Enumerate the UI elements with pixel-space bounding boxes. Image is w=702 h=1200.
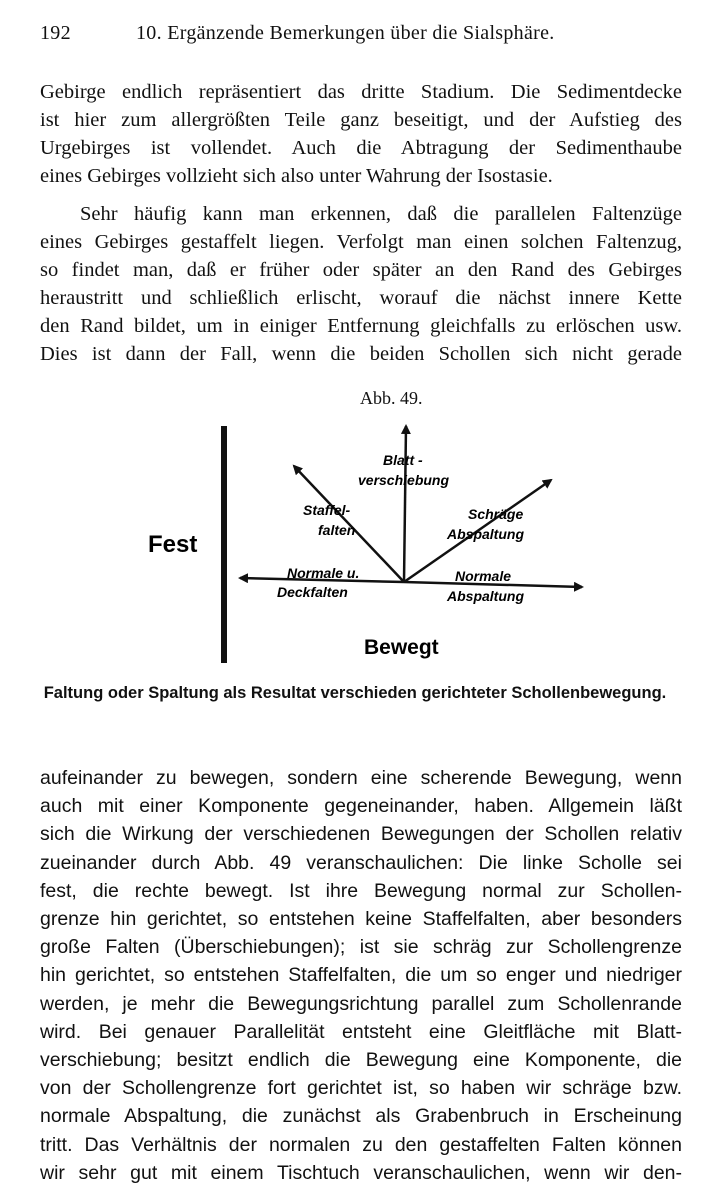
text-line: wird. Bei genauer Parallelität entsteht eine Gleitfläche mit Blatt- — [40, 1020, 682, 1043]
text-line: auch mit einer Komponente gegeneinander, haben. Allgemein läßt — [40, 795, 682, 818]
label-schraege-1: Schräge — [468, 506, 524, 522]
text-line: eines Gebirges vollzieht sich also unter Wahrung der Isostasie. — [40, 165, 553, 187]
text-line: zueinander durch Abb. 49 veranschaulichen: Die linke Scholle sei — [40, 851, 682, 874]
text-line: Gebirge endlich repräsentiert das dritte Stadium. Die Sedimentdecke — [40, 81, 682, 103]
label-schraege-2: Abspaltung — [447, 526, 524, 542]
text-line: große Falten (Überschiebungen); ist sie schräg zur Schollengrenze — [40, 936, 682, 959]
text-line: Sehr häufig kann man erkennen, daß die parallelen Faltenzüge — [80, 203, 682, 225]
text-line: so findet man, daß er früher oder später an den Rand des Gebirges — [40, 259, 682, 281]
label-bewegt: Bewegt — [364, 636, 439, 659]
label-fest: Fest — [148, 531, 198, 558]
label-staffel-2: falten — [318, 522, 356, 538]
figure-label: Abb. 49. — [360, 388, 423, 408]
text-line: von der Schollengrenze fort gerichtet ist, so haben wir schräge bzw. — [40, 1077, 682, 1100]
text-line: eines Gebirges gestaffelt liegen. Verfolgt man einen solchen Faltenzug, — [40, 231, 682, 253]
label-normale-u-2: Deckfalten — [277, 584, 348, 600]
text-line: verschiebung; besitzt endlich die Bewegung eine Komponente, die — [40, 1049, 682, 1072]
text-line: grenze hin gerichtet, so entstehen keine Staffelfalten, aber besonders — [40, 908, 682, 931]
text-line: sich die Wirkung der verschiedenen Bewegungen der Schollen relativ — [40, 823, 682, 846]
text-line: fest, die rechte bewegt. Ist ihre Bewegung normal zur Schollen- — [40, 879, 682, 902]
page-number: 192 — [40, 22, 71, 44]
text-line: heraustritt und schließlich erlischt, worauf die nächst innere Kette — [40, 287, 682, 309]
text-line: aufeinander zu bewegen, sondern eine scherende Bewegung, wenn — [40, 767, 682, 789]
figure-caption: Faltung oder Spaltung als Resultat verschieden gerichteter Schollenbewegung. — [43, 684, 667, 702]
label-staffel-1: Staffel- — [303, 502, 351, 518]
paragraph-1 — [40, 78, 682, 190]
label-normale-u-1: Normale u. — [287, 565, 360, 581]
label-normale-1: Normale — [455, 568, 512, 584]
label-normale-2: Abspaltung — [447, 588, 524, 604]
text-line: Dies ist dann der Fall, wenn die beiden Schollen sich nicht gerade — [40, 343, 682, 365]
arrow-up-blattverschiebung — [404, 426, 406, 582]
text-line: hin gerichtet, so entstehen Staffelfalten, die um so enger und niedriger — [40, 964, 682, 987]
text-line: den Rand bildet, um in einiger Entfernung gleichfalls zu erlöschen usw. — [40, 315, 682, 337]
running-title: 10. Ergänzende Bemerkungen über die Sialsphäre. — [136, 22, 555, 44]
text-line: tritt. Das Verhältnis der normalen zu den gestaffelten Falten können — [40, 1133, 682, 1156]
paragraph-3 — [40, 764, 682, 1187]
figure-49-diagram — [0, 400, 702, 680]
text-line: wir sehr gut mit einem Tischtuch veranschaulichen, wenn wir den- — [40, 1161, 682, 1184]
paragraph-2 — [40, 200, 682, 368]
text-line: normale Abspaltung, die zunächst als Grabenbruch in Erscheinung — [40, 1105, 682, 1128]
label-blatt-2: verschiebung — [358, 472, 450, 488]
text-line: Urgebirges ist vollendet. Auch die Abtragung der Sedimenthaube — [40, 137, 682, 159]
text-line: ist hier zum allergrößten Teile ganz beseitigt, und der Aufstieg des — [40, 109, 682, 131]
label-blatt-1: Blatt - — [383, 452, 423, 468]
text-line: werden, je mehr die Bewegungsrichtung parallel zum Schollenrande — [40, 992, 682, 1015]
